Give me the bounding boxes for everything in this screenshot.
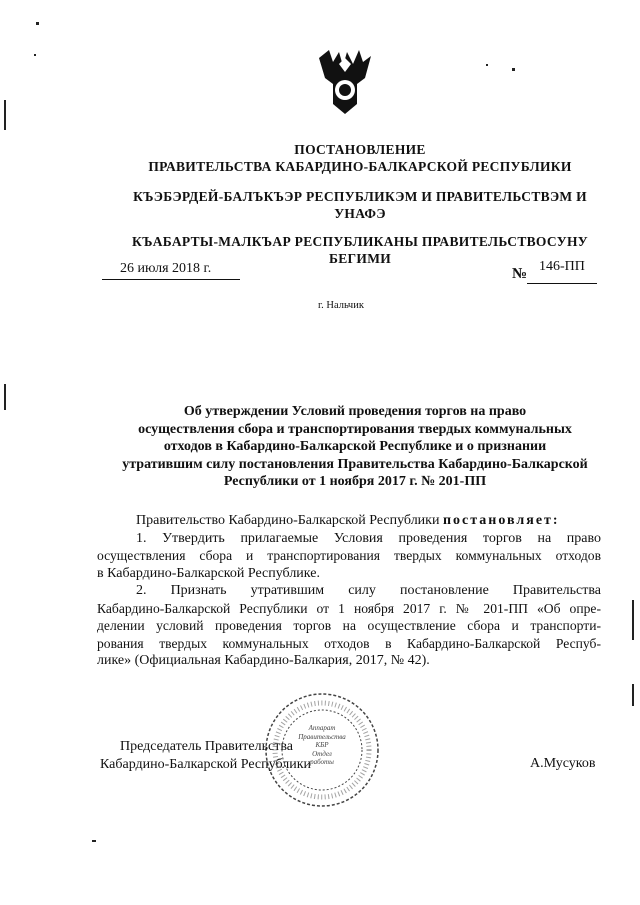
stamp-line: Отдел	[312, 749, 332, 758]
signatory-position	[100, 738, 311, 774]
scan-speck	[92, 840, 96, 842]
item-2-line: лике» (Официальная Кабардино-Балкария, 2017, № 42).	[97, 653, 430, 668]
stamp-line: работы	[310, 758, 334, 766]
scan-speck	[486, 64, 488, 66]
number-underline	[527, 283, 597, 284]
number-sign: №	[512, 266, 528, 282]
signatory-name: А.Мусуков	[530, 756, 596, 771]
scan-edge-mark	[632, 684, 634, 706]
issuing-city: г. Нальчик	[318, 300, 364, 311]
subject-line: Об утверждении Условий проведения торгов на право	[183, 404, 527, 419]
title-line: КЪЭБЭРДЕЙ-БАЛЪКЪЭР РЕСПУБЛИКЭМ И ПРАВИТЕЛЬСТВЭМ И	[133, 189, 587, 204]
intro-verb: постановляет:	[442, 513, 560, 528]
item-2-line: 2. Признать утратившим силу постановление Правительства	[136, 583, 601, 598]
stamp-line: Аппарат	[308, 724, 336, 732]
document-type-title	[100, 141, 620, 175]
item-2-line: Кабардино-Балкарской Республики от 1 ноября 2017 г. № 201-ПП «Об опре-	[97, 600, 601, 616]
title-line: БЕГИМИ	[328, 251, 392, 266]
subject-line: осуществления сбора и транспортирования твердых коммунальных	[138, 421, 572, 437]
title-line: УНАФЭ	[334, 206, 386, 221]
item-2-line: делении условий проведения торгов на осуществление сбора и транспорти-	[97, 618, 601, 633]
item-1-line: в Кабардино-Балкарской Республике.	[97, 565, 320, 581]
coat-of-arms-emblem	[313, 44, 377, 118]
subject-line: утратившим силу постановления Правительства Кабардино-Балкарской	[122, 456, 588, 472]
document-number: 146-ПП	[539, 259, 585, 274]
intro-text: Правительство Кабардино-Балкарской Республики	[136, 513, 440, 528]
item-1-line: 1. Утвердить прилагаемые Условия проведения торгов на право	[136, 530, 601, 546]
title-line: ПОСТАНОВЛЕНИЕ	[294, 142, 426, 157]
intro-line	[97, 512, 601, 530]
stamp-line: Правительства	[298, 732, 346, 741]
scan-speck	[36, 22, 39, 25]
scan-edge-mark	[4, 100, 6, 130]
stamp-line: КБР	[315, 741, 329, 749]
document-subject	[90, 403, 620, 491]
kabardian-title	[100, 188, 620, 222]
item-1-line: осуществления сбора и транспортирования твердых коммунальных отходов	[97, 548, 601, 563]
document-body	[97, 512, 601, 670]
subject-line: Республики от 1 ноября 2017 г. № 201-ПП	[223, 474, 487, 489]
position-line: Кабардино-Балкарской Республики	[100, 757, 311, 772]
title-line: ПРАВИТЕЛЬСТВА КАБАРДИНО-БАЛКАРСКОЙ РЕСПУБЛИКИ	[148, 159, 572, 174]
scan-speck	[34, 54, 36, 56]
document-date: 26 июля 2018 г.	[120, 261, 212, 276]
date-underline	[102, 279, 240, 280]
item-2-line: рования твердых коммунальных отходов в Кабардино-Балкарской Респуб-	[97, 635, 601, 651]
eagle-emblem-icon	[313, 44, 377, 118]
scan-edge-mark	[632, 600, 634, 640]
scan-edge-mark	[4, 384, 6, 410]
scan-speck	[512, 68, 515, 71]
position-line: Председатель Правительства	[120, 739, 293, 754]
title-line: КЪАБАРТЫ-МАЛКЪАР РЕСПУБЛИКАНЫ ПРАВИТЕЛЬСТВОСУНУ	[132, 234, 588, 249]
subject-line: отходов в Кабардино-Балкарской Республике и о признании	[163, 439, 547, 454]
